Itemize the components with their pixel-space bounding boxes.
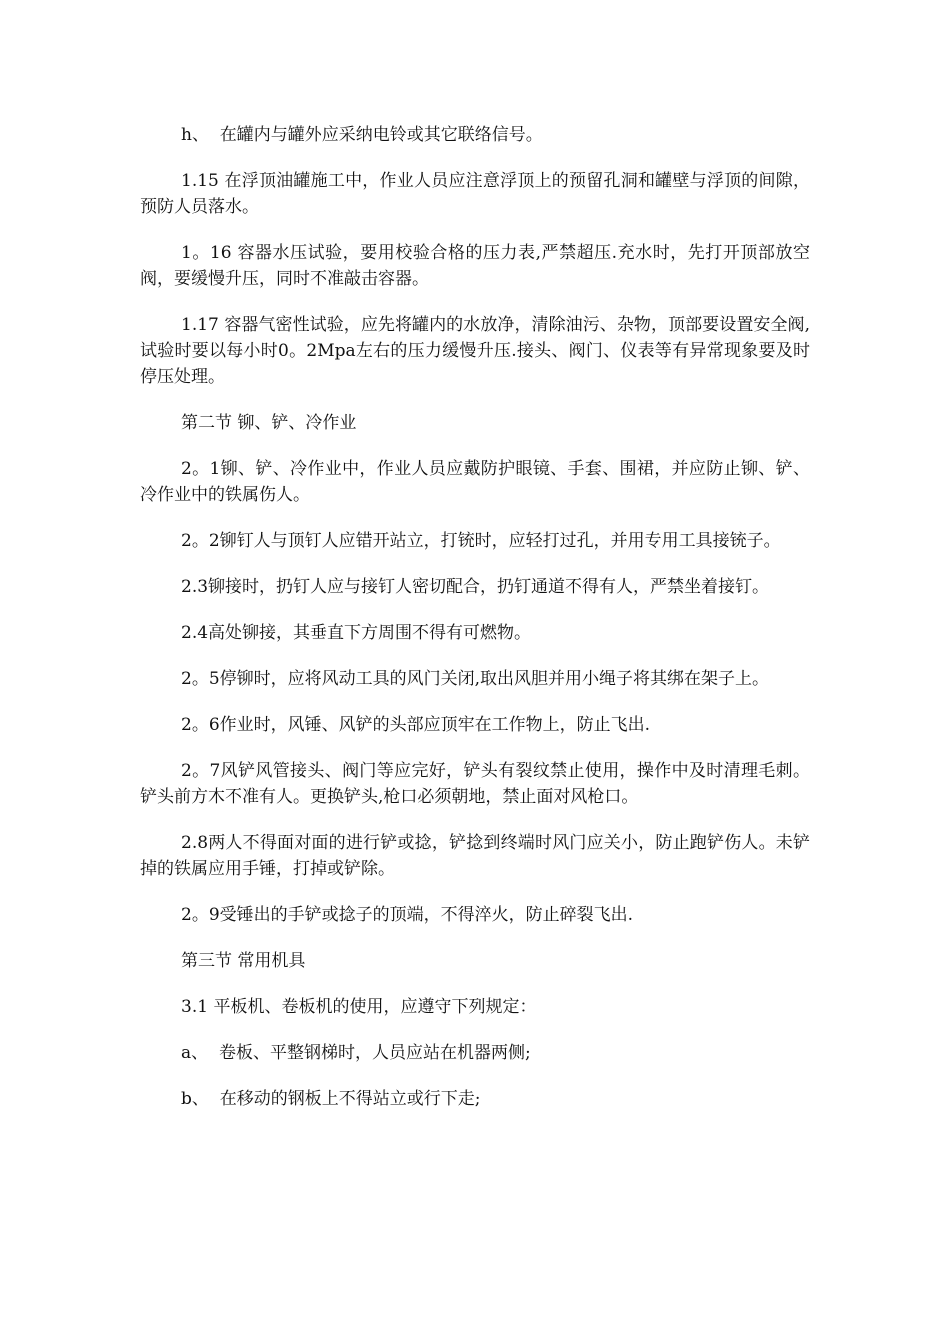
paragraph-2-9: 2。9受锤出的手铲或捻子的顶端，不得淬火，防止碎裂飞出. — [181, 905, 634, 925]
paragraph-2-3: 2.3铆接时，扔钉人应与接钉人密切配合，扔钉通道不得有人，严禁坐着接钉。 — [181, 577, 770, 597]
paragraph-2-5: 2。5停铆时，应将风动工具的风门关闭,取出风胆并用小绳子将其绑在架子上。 — [181, 669, 770, 689]
paragraph-1-17: 1.17 容器气密性试验，应先将罐内的水放净，清除油污、杂物，顶部要设置安全阀,试验时要以每小时0。2Mpa左右的压力缓慢升压.接头、阀门、仪表等有异常现象要及时停压处理。 — [140, 315, 810, 387]
document-body — [140, 122, 810, 1132]
paragraph-2-2: 2。2铆钉人与顶钉人应错开站立，打铳时，应轻打过孔，并用专用工具接铳子。 — [181, 531, 781, 551]
paragraph-item-h: h、 在罐内与罐外应采纳电铃或其它联络信号。 — [181, 125, 543, 145]
paragraph-item-a: a、 卷板、平整钢梯时，人员应站在机器两侧; — [181, 1043, 531, 1063]
paragraph-2-1: 2。1铆、铲、冷作业中，作业人员应戴防护眼镜、手套、围裙，并应防止铆、铲、冷作业中的铁属伤人。 — [140, 459, 810, 505]
section-heading-3: 第三节 常用机具 — [181, 951, 306, 971]
paragraph-2-4: 2.4高处铆接，其垂直下方周围不得有可燃物。 — [181, 623, 532, 643]
paragraph-2-6: 2。6作业时，风锤、风铲的头部应顶牢在工作物上，防止飞出. — [181, 715, 651, 735]
paragraph-item-b: b、 在移动的钢板上不得站立或行下走; — [181, 1089, 481, 1109]
paragraph-3-1: 3.1 平板机、卷板机的使用，应遵守下列规定： — [181, 997, 537, 1017]
paragraph-1-15: 1.15 在浮顶油罐施工中，作业人员应注意浮顶上的预留孔洞和罐壁与浮顶的间隙，预防人员落水。 — [140, 171, 810, 217]
paragraph-1-16: 1。16 容器水压试验，要用校验合格的压力表,严禁超压.充水时，先打开顶部放空阀，要缓慢升压，同时不准敲击容器。 — [140, 243, 810, 289]
paragraph-2-7: 2。7风铲风管接头、阀门等应完好，铲头有裂纹禁止使用，操作中及时清理毛刺。铲头前方木不准有人。更换铲头,枪口必须朝地，禁止面对风枪口。 — [140, 761, 810, 807]
section-heading-2: 第二节 铆、铲、冷作业 — [181, 413, 357, 433]
paragraph-2-8: 2.8两人不得面对面的进行铲或捻，铲捻到终端时风门应关小，防止跑铲伤人。未铲掉的铁属应用手锤，打掉或铲除。 — [140, 833, 810, 879]
